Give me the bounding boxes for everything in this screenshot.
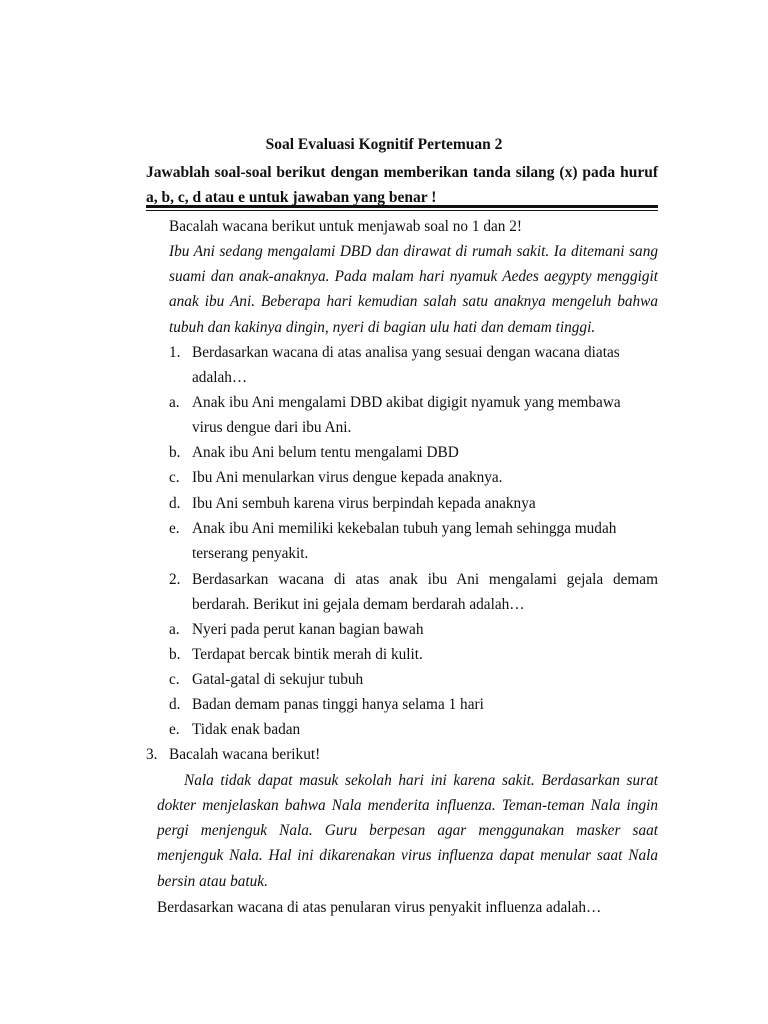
instruction-line-2: a, b, c, d atau e untuk jawaban yang benar ! <box>146 189 437 206</box>
q2-option-c-line-1: Gatal-gatal di sekujur tubuh <box>192 671 364 688</box>
q1-option-a-line-1: Anak ibu Ani mengalami DBD akibat digigit nyamuk yang membawa <box>192 394 621 411</box>
q1-line-2: adalah… <box>192 369 248 386</box>
q2-line-2: berdarah. Berikut ini gejala demam berdarah adalah… <box>192 596 525 613</box>
q2-option-e-line-1: Tidak enak badan <box>192 721 301 738</box>
q3-passage-line-1: Nala tidak dapat masuk sekolah hari ini karena sakit. Berdasarkan surat <box>184 772 658 789</box>
q1-option-e-letter: e. <box>169 520 180 537</box>
q1-option-b-line-1: Anak ibu Ani belum tentu mengalami DBD <box>192 444 459 461</box>
q1-line-1: Berdasarkan wacana di atas analisa yang sesuai dengan wacana diatas <box>192 344 620 361</box>
q1-number: 1. <box>169 344 181 361</box>
q1-option-a-line-2: virus dengue dari ibu Ani. <box>192 419 352 436</box>
q1-option-e-line-2: terserang penyakit. <box>192 545 309 562</box>
q3-passage-line-5: bersin atau batuk. <box>157 873 268 890</box>
q1-option-d-line-1: Ibu Ani sembuh karena virus berpindah kepada anaknya <box>192 495 536 512</box>
q2-option-a-letter: a. <box>169 621 180 638</box>
q1-option-e-line-1: Anak ibu Ani memiliki kekebalan tubuh yang lemah sehingga mudah <box>192 520 617 537</box>
instruction <box>146 160 658 210</box>
passage1-line-4: tubuh dan kakinya dingin, nyeri di bagian ulu hati dan demam tinggi. <box>169 319 596 336</box>
q2-option-d-line-1: Badan demam panas tinggi hanya selama 1 hari <box>192 696 484 713</box>
q3-question: Berdasarkan wacana di atas penularan virus penyakit influenza adalah… <box>157 899 602 916</box>
passage1-line-1: Ibu Ani sedang mengalami DBD dan dirawat di rumah sakit. Ia ditemani sang <box>169 243 658 260</box>
q1-option-c-letter: c. <box>169 469 180 486</box>
q3-passage-line-3: pergi menjenguk Nala. Guru berpesan agar menggunakan masker saat <box>157 822 658 839</box>
q2-option-b-letter: b. <box>169 646 181 663</box>
q2-option-c-letter: c. <box>169 671 180 688</box>
passage1-line-3: anak ibu Ani. Beberapa hari kemudian salah satu anaknya mengeluh bahwa <box>169 293 658 310</box>
q2-option-e-letter: e. <box>169 721 180 738</box>
q1-option-a-letter: a. <box>169 394 180 411</box>
reading-intro: Bacalah wacana berikut untuk menjawab soal no 1 dan 2! <box>169 218 522 235</box>
q1-option-b-letter: b. <box>169 444 181 461</box>
double-rule-thick <box>146 205 658 208</box>
q3-passage-line-2: dokter menjelaskan bahwa Nala menderita influenza. Teman-teman Nala ingin <box>157 797 658 814</box>
passage1-line-2: suami dan anak-anaknya. Pada malam hari nyamuk Aedes aegypty menggigit <box>169 268 658 285</box>
q2-option-a-line-1: Nyeri pada perut kanan bagian bawah <box>192 621 424 638</box>
q2-option-b-line-1: Terdapat bercak bintik merah di kulit. <box>192 646 423 663</box>
instruction-line-1: Jawablah soal-soal berikut dengan memberikan tanda silang (x) pada huruf <box>146 164 658 181</box>
q3-passage-line-4: menjenguk Nala. Hal ini dikarenakan virus influenza dapat menular saat Nala <box>157 847 658 864</box>
q3-number: 3. <box>146 746 158 763</box>
q1-option-c-line-1: Ibu Ani menularkan virus dengue kepada anaknya. <box>192 469 503 486</box>
document-title: Soal Evaluasi Kognitif Pertemuan 2 <box>265 136 503 153</box>
q2-line-1: Berdasarkan wacana di atas anak ibu Ani mengalami gejala demam <box>192 571 658 588</box>
q2-number: 2. <box>169 571 181 588</box>
q2-option-d-letter: d. <box>169 696 181 713</box>
q1-option-d-letter: d. <box>169 495 181 512</box>
double-rule-thin <box>146 210 658 211</box>
q3-intro: Bacalah wacana berikut! <box>169 746 321 763</box>
